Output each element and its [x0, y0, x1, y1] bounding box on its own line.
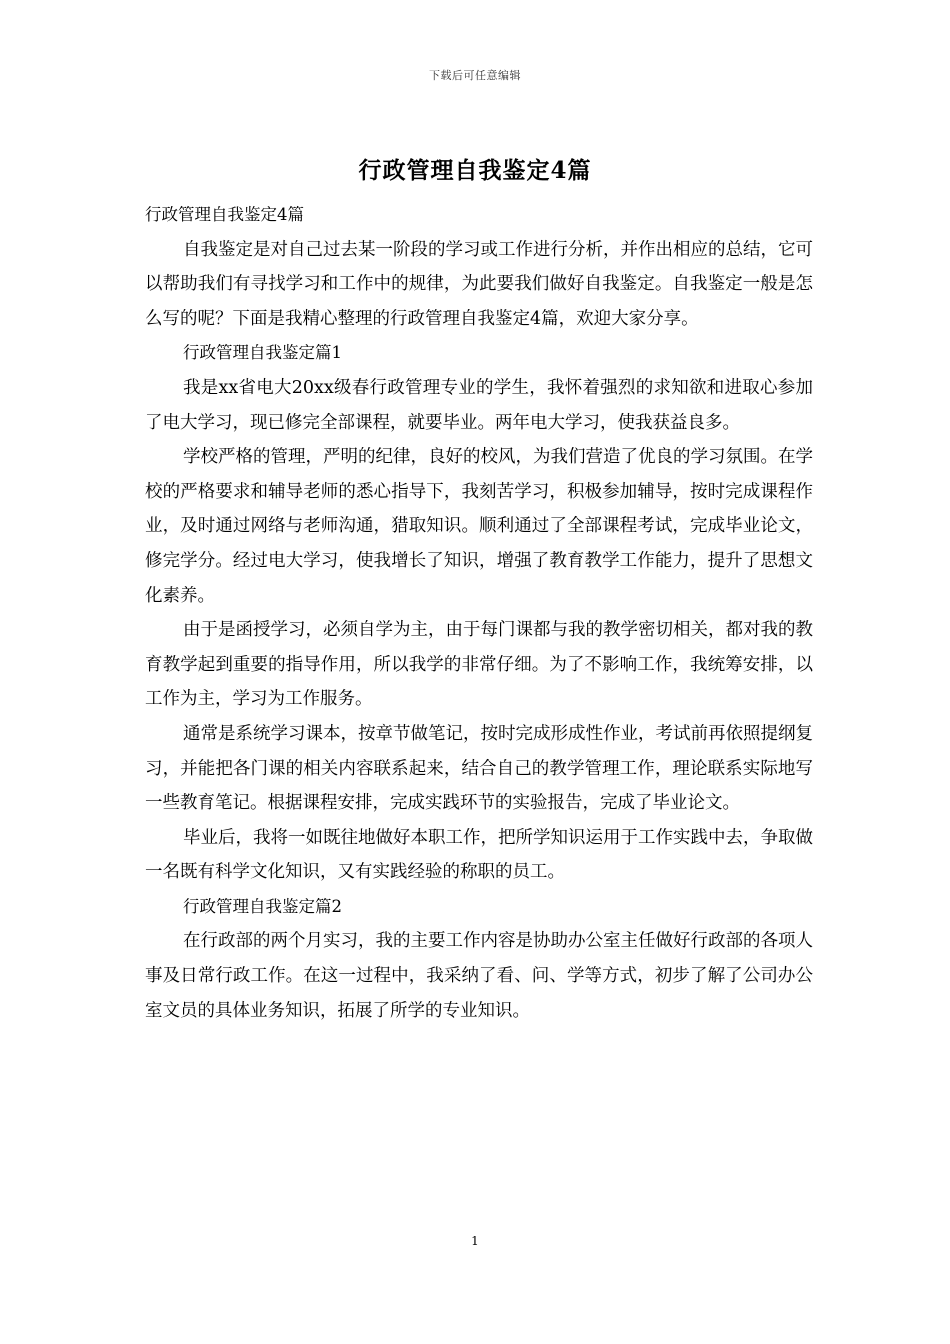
- paragraph: 在行政部的两个月实习，我的主要工作内容是协助办公室主任做好行政部的各项人事及日常行政工作。在这一过程中，我采纳了看、问、学等方式，初步了解了公司办公室文员的具体业务知识，拓展了所学的专业知识。: [145, 931, 813, 1021]
- document-title: 行政管理自我鉴定4篇: [358, 157, 592, 184]
- paragraph: 通常是系统学习课本，按章节做笔记，按时完成形成性作业，考试前再依照提纲复习，并能把各门课的相关内容联系起来，结合自己的教学管理工作，理论联系实际地写一些教育笔记。根据课程安排，完成实践环节的实验报告，完成了毕业论文。: [145, 723, 813, 814]
- section-heading: 行政管理自我鉴定篇1: [183, 343, 342, 363]
- document-body: [145, 198, 813, 1028]
- page-number: 1: [471, 1234, 479, 1248]
- section-heading: 行政管理自我鉴定篇2: [183, 896, 342, 916]
- paragraph: 自我鉴定是对自己过去某一阶段的学习或工作进行分析，并作出相应的总结，它可以帮助我们有寻找学习和工作中的规律，为此要我们做好自我鉴定。自我鉴定一般是怎么写的呢？下面是我精心整理的行政管理自我鉴定4篇，欢迎大家分享。: [145, 239, 813, 329]
- paragraph: 毕业后，我将一如既往地做好本职工作，把所学知识运用于工作实践中去，争取做一名既有科学文化知识，又有实践经验的称职的员工。: [145, 827, 813, 883]
- header-note: 下载后可任意编辑: [429, 69, 521, 82]
- intro-heading: 行政管理自我鉴定4篇: [145, 205, 304, 224]
- paragraph: 学校严格的管理，严明的纪律，良好的校风，为我们营造了优良的学习氛围。在学校的严格要求和辅导老师的悉心指导下，我刻苦学习，积极参加辅导，按时完成课程作业，及时通过网络与老师沟通，猎取知识。顺利通过了全部课程考试，完成毕业论文，修完学分。经过电大学习，使我增长了知识，增强了教育教学工作能力，提升了思想文化素养。: [145, 447, 813, 606]
- paragraph: 由于是函授学习，必须自学为主，由于每门课都与我的教学密切相关，都对我的教育教学起到重要的指导作用，所以我学的非常仔细。为了不影响工作，我统筹安排，以工作为主，学习为工作服务。: [145, 620, 813, 710]
- paragraph: 我是xx省电大20xx级春行政管理专业的学生，我怀着强烈的求知欲和进取心参加了电大学习，现已修完全部课程，就要毕业。两年电大学习，使我获益良多。: [145, 377, 813, 433]
